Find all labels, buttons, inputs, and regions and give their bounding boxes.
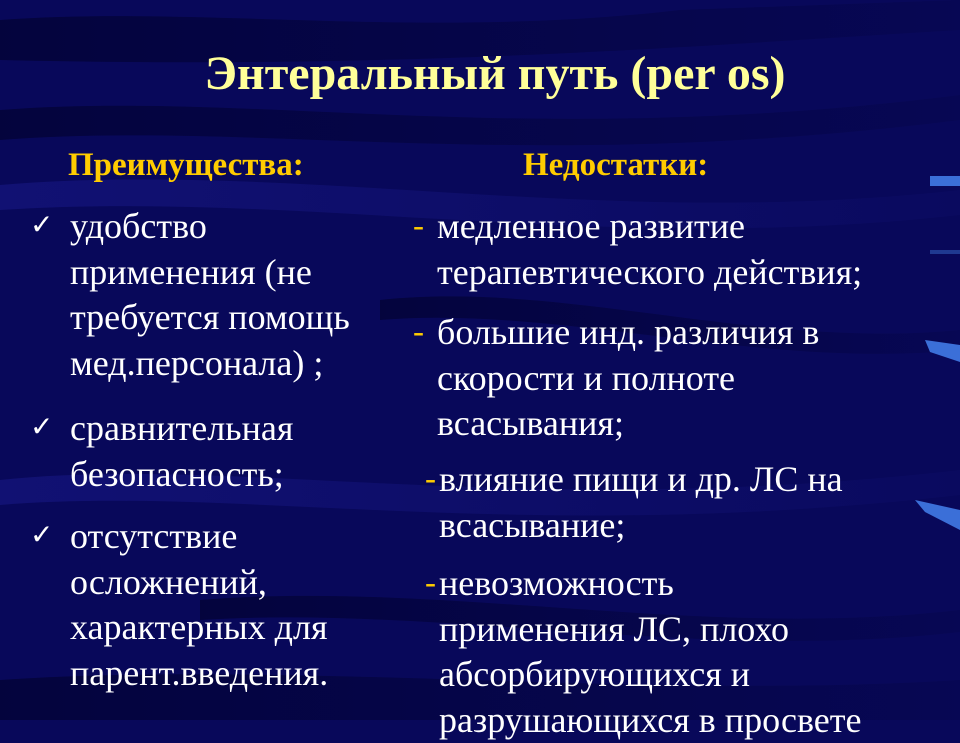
dash-bullet: -	[413, 208, 424, 244]
check-mark-icon: ✓	[30, 520, 54, 551]
advantages-heading: Преимущества:	[68, 147, 304, 183]
check-mark-icon: ✓	[30, 210, 54, 241]
check-mark-icon: ✓	[30, 412, 54, 443]
disadvantage-text: влияние пищи и др. ЛС на всасывание;	[439, 459, 843, 545]
slide-title	[0, 42, 960, 106]
advantage-text: сравнительная безопасность;	[70, 408, 294, 494]
disadvantages-heading: Недостатки:	[523, 147, 709, 183]
dash-bullet: -	[413, 314, 424, 350]
disadvantage-text: медленное развитие терапевтического действия;	[437, 206, 863, 292]
title-main: Энтеральный путь	[204, 47, 619, 100]
title-suffix: (per os)	[630, 47, 786, 100]
disadvantage-text: большие инд. различия в скорости и полноте всасывания;	[437, 312, 820, 443]
dash-bullet: -	[425, 461, 436, 497]
dash-bullet: -	[425, 565, 436, 601]
advantage-text: удобство применения (не требуется помощь мед.персонала) ;	[70, 206, 350, 383]
disadvantage-text: невозможность применения ЛС, плохо абсорбирующихся и разрушающихся в просвете	[439, 563, 862, 740]
advantage-text: отсутствие осложнений, характерных для парент.введения.	[70, 516, 329, 693]
